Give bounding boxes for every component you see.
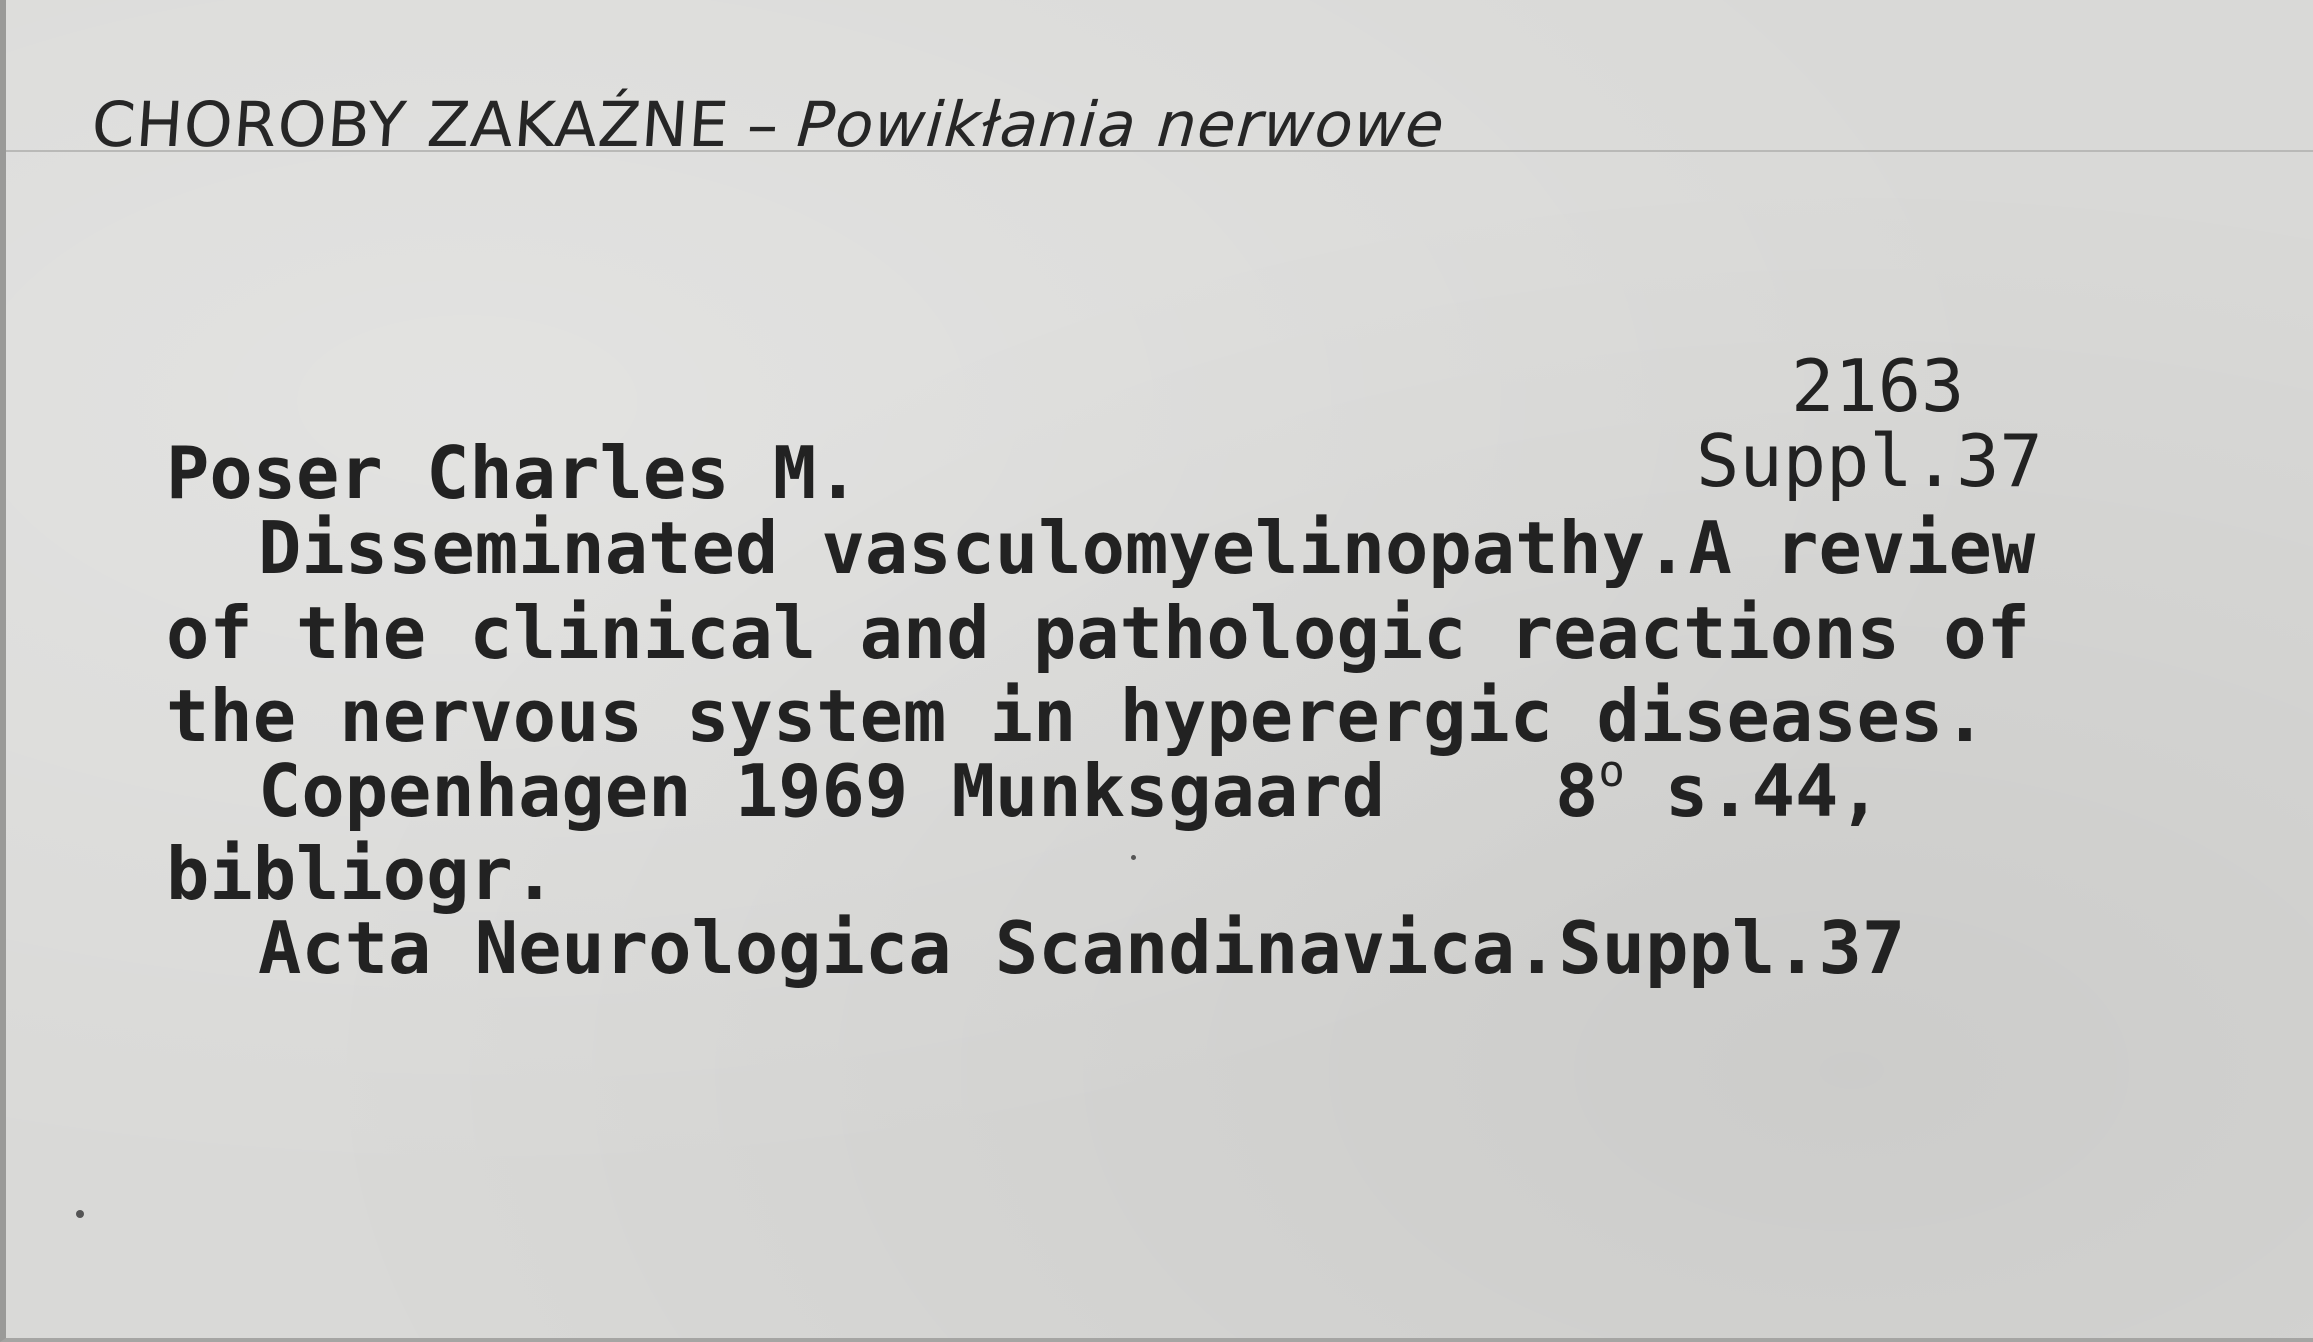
format-degree: o (1598, 746, 1625, 797)
title-line-2: of the clinical and pathologic reactions of (166, 591, 2030, 675)
subject-heading-separator: – (744, 88, 782, 161)
imprint: Copenhagen 1969 Munksgaard (258, 749, 1386, 833)
subject-heading (89, 88, 1447, 161)
ink-speck (76, 1210, 84, 1218)
title-line-3: the nervous system in hyperergic diseases. (166, 674, 1987, 758)
title-line-1: Disseminated vasculomyelinopathy.A review (258, 506, 2036, 590)
bibliography-note: bibliogr. (166, 832, 557, 916)
series-statement: Acta Neurologica Scandinavica.Suppl.37 (258, 906, 1906, 990)
imprint-line (258, 746, 1882, 833)
pages: s.44, (1664, 749, 1882, 833)
call-number: 2163 (1791, 344, 1965, 428)
author: Poser Charles M. (166, 431, 860, 515)
supplement-number: Suppl.37 (1696, 419, 2043, 503)
ink-speck (1131, 855, 1136, 860)
subject-heading-subtopic: Powikłania nerwowe (794, 88, 1448, 161)
format-number: 8 (1555, 749, 1599, 833)
subject-heading-main: CHOROBY ZAKAŹNE (89, 88, 732, 161)
